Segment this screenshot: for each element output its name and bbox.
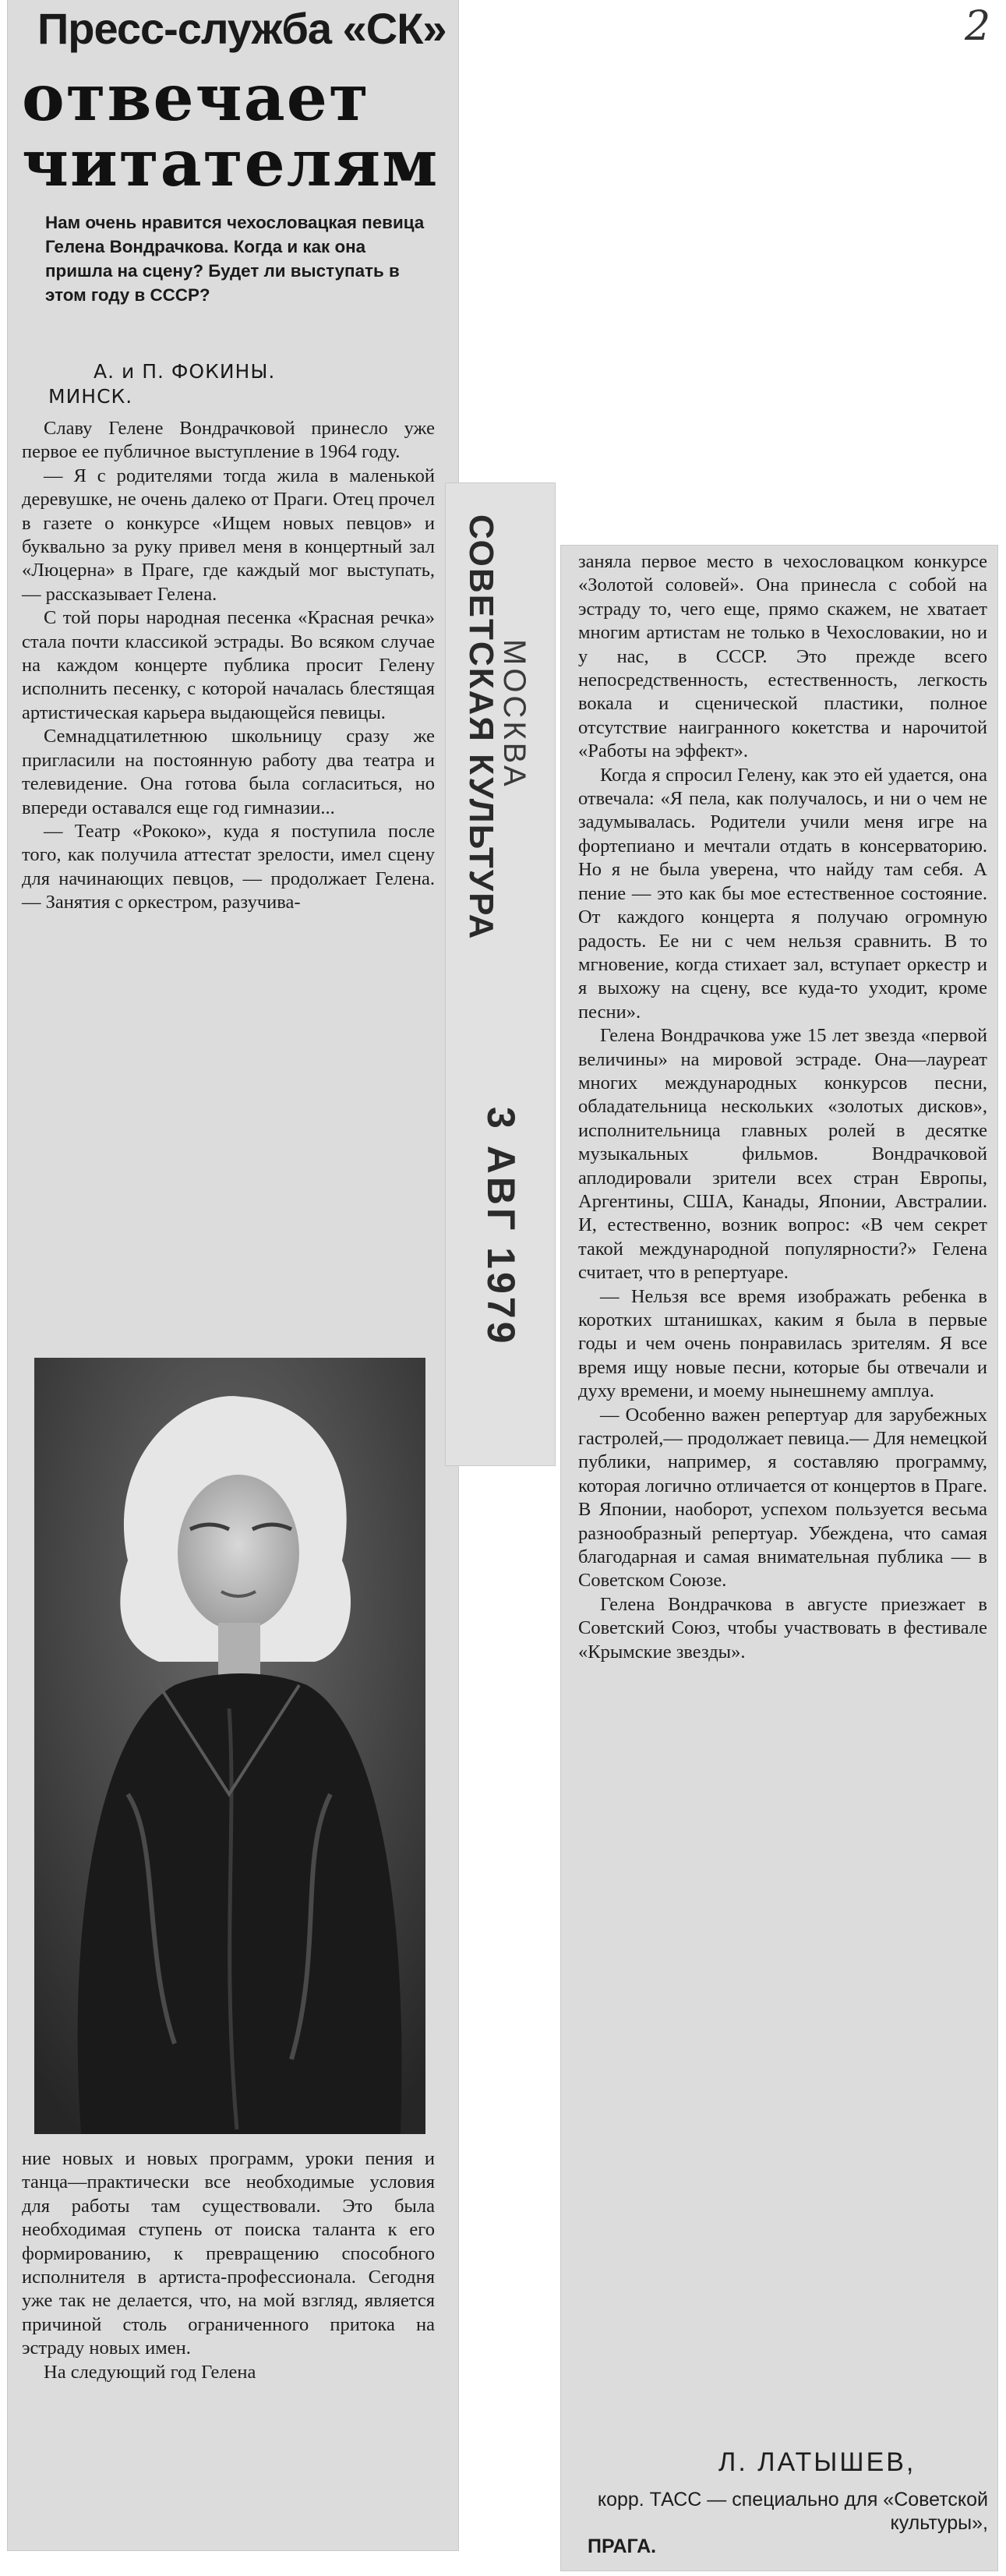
paragraph: С той поры народная песенка «Красная речка» стала почти классикой эстрады. Во всяком случае на каждом концерте публика просит Гелену исполнить песенку, с которой началась блестящая артистическая карьера выдающейся певицы. [22,607,435,723]
paragraph: — Я с родителями тогда жила в маленькой деревушке, не очень далеко от Праги. Отец прочел в газете о конкурсе «Ищем новых певцов» и буквально за руку привел меня в концертный зал «Люцерна» в Праге, где каждый мог выступать, — рассказывает Гелена. [22,465,435,605]
paragraph: — Особенно важен репертуар для зарубежных гастролей,— продолжает певица.— Для немецкой публики, например, я составляю программу, которая логично отличается от концертов в Праге. В Японии, наоборот, успехом пользуется весьма разнообразный репертуар. Убеждена, что самая благодарная и самая внимательная публика — в Советском Союзе. [578,1404,987,1592]
reader-question: Нам очень нравится чехословацкая певица Гелена Вондрачкова. Когда и как она пришла на сцену? Будет ли выступать в этом году в СССР? [45,213,425,305]
paragraph: Славу Гелене Вондрачковой принесло уже первое ее публичное выступление в 1964 году. [22,418,435,463]
page-number: 2 [965,3,991,50]
paragraph: — Театр «Рококо», куда я поступила после того, как получила аттестат зрелости, имел сцену для начинающих певцов, — продолжает Гелена. — Занятия с оркестром, разучива- [22,820,435,913]
paragraph: — Нельзя все время изображать ребенка в коротких штанишках, каким я была в первые годы и чем очень понравилась зрителям. Я все время ищу новые песни, которые бы отвечали и духу времени, и моему нынешнему амплуа. [578,1285,987,1402]
paragraph: Когда я спросил Гелену, как это ей удается, она отвечала: «Я пела, как получалось, и ни о чем не задумывалась. Родители учили меня игре на фортепиано и мечтали отдать в консерваторию. Но я не была уверена, что найду там себя. А пение — это как бы мое естественное состояние. От каждого концерта я получаю огромную радость. Ее ни с чем нельзя сравнить. В то мгновение, когда стихает зал, вступает оркестр и я выхожу на сцену, все куда-то уходит, кроме песни». [578,764,987,1023]
newspaper-masthead: СОВЕТСКАЯ КУЛЬТУРА [462,514,500,941]
author-credit [583,2488,988,2558]
paragraph: На следующий год Гелена [44,2361,256,2383]
singer-photo [34,1358,425,2134]
date-stamp: 3 АВГ 1979 [479,1107,523,1347]
article-column-left-bottom [22,2147,435,2384]
letter-signature: А. и П. ФОКИНЫ. [94,360,276,383]
letter-city: МИНСК. [48,385,133,408]
author-city: ПРАГА. [588,2535,657,2557]
masthead-city: МОСКВА [497,639,531,790]
author-credit-text: корр. ТАСС — специально для «Советской культуры», [597,2489,988,2534]
article-headline: отвечает читателям [22,61,439,201]
article-column-left-top [22,417,435,915]
paragraph: Гелена Вондрачкова в августе приезжает в Советский Союз, чтобы участвовать в фестивале «Крымские звезды». [578,1593,987,1663]
article-column-right [578,550,987,1664]
singer-portrait-image [34,1358,425,2134]
paragraph: Семнадцатилетнюю школьницу сразу же пригласили на постоянную работу два театра и телевидение. Она готова была согласиться, но впереди оставался еще год гимназии... [22,726,435,818]
author-name: Л. ЛАТЫШЕВ, [718,2447,916,2477]
paragraph: Гелена Вондрачкова уже 15 лет звезда «первой величины» на мировой эстраде. Она—лауреат многих международных конкурсов песни, обладательница нескольких «золотых дисков», исполнительница главных ролей в десятке музыкальных фильмов. Вондрачковой аплодировали зрители всех стран Европы, Аргентины, США, Канады, Японии, Австралии. И, естественно, возник вопрос: «В чем секрет такой международной популярности?» Гелена считает, что в репертуаре. [578,1025,987,1284]
article-kicker: Пресс-служба «СК» [37,4,447,53]
paragraph: заняла первое место в чехословацком конкурсе «Золотой соловей». Она принесла с собой на эстраду то, чего еще, прямо скажем, не хватает многим артистам не только в Чехословакии, но и у нас, в СССР. Это прежде всего непосредственность, естественность, легкость вокала и сценической пластики, полное отсутствие наигранного кокетства и нарочитой «Работы на эффект». [578,551,987,762]
paragraph: ние новых и новых программ, уроки пения и танца—практически все необходимые условия для работы там существовали. Это была необходимая ступень от поиска таланта к его формированию, к превращению способного исполнителя в артиста-профессионала. Сегодня уже так не делается, что, на мой взгляд, является причиной столь ограниченного притока на эстраду новых имен. [22,2148,435,2359]
